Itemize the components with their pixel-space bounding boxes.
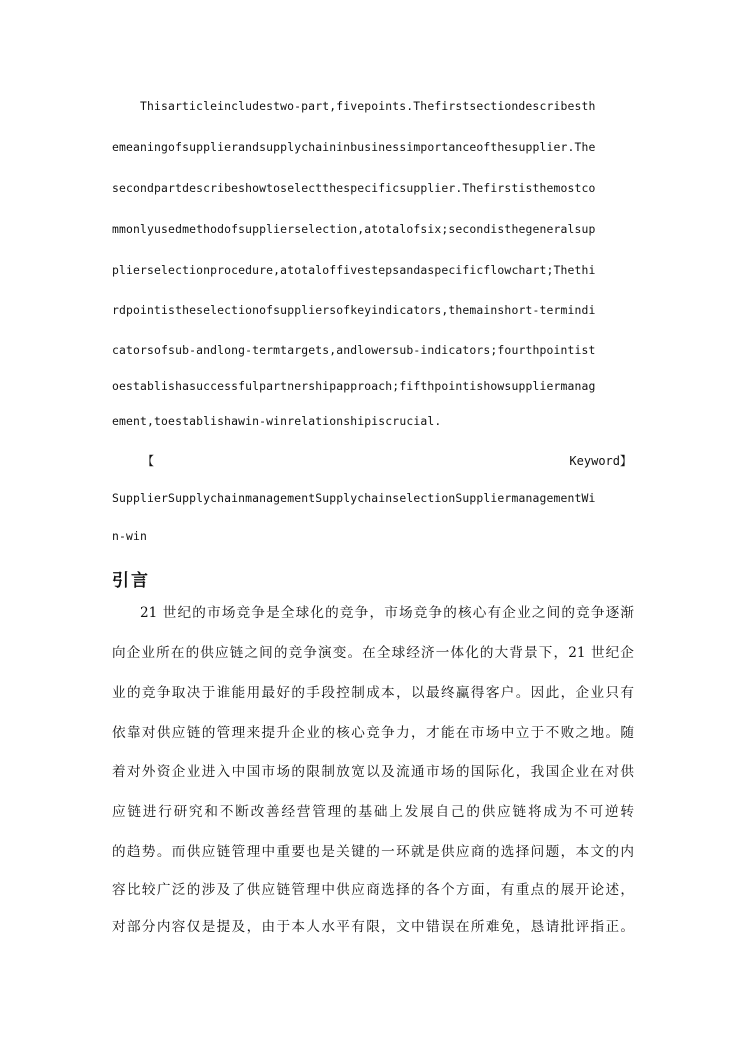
- keyword-label: Keyword】: [569, 454, 632, 468]
- intro-line-6: 应链进行研究和不断改善经营管理的基础上发展自己的供应链将成为不可逆转: [112, 804, 634, 820]
- intro-line-8: 容比较广泛的涉及了供应链管理中供应商选择的各个方面，有重点的展开论述，: [112, 882, 634, 898]
- intro-line-9: 对部分内容仅是提及，由于本人水平有限，文中错误在所难免，恳请批评指正。: [112, 919, 634, 935]
- intro-line-5: 着对外资企业进入中国市场的限制放宽以及流通市场的国际化，我国企业在对供: [112, 764, 634, 780]
- abstract-line-9: ement,toestablishawin-winrelationshipiscrucial.: [112, 414, 442, 428]
- abstract-line-5: plierselectionprocedure,atotaloffivestepsandaspecificflowchart;Thethi: [112, 263, 596, 277]
- intro-line-1: 21 世纪的市场竞争是全球化的竞争，市场竞争的核心有企业之间的竞争逐渐: [140, 605, 634, 621]
- intro-line-7: 的趋势。而供应链管理中重要也是关键的一环就是供应商的选择问题，本文的内: [112, 844, 634, 860]
- intro-line-3: 业的竞争取决于谁能用最好的手段控制成本，以最终赢得客户。因此，企业只有: [112, 685, 634, 701]
- abstract-line-4: mmonlyusedmethodofsupplierselection,atotalofsix;secondisthegeneralsup: [112, 222, 596, 236]
- intro-line-4: 依靠对供应链的管理来提升企业的核心竞争力，才能在市场中立于不败之地。随: [112, 725, 634, 741]
- abstract-line-1: Thisarticleincludestwo-part,fivepoints.Thefirstsectiondescribesth: [140, 99, 596, 113]
- keyword-line-1: SupplierSupplychainmanagementSupplychainselectionSuppliermanagementWi: [112, 491, 596, 505]
- intro-line-2: 向企业所在的供应链之间的竞争演变。在全球经济一体化的大背景下，21 世纪企: [112, 645, 634, 661]
- abstract-line-3: secondpartdescribeshowtoselectthespecificsupplier.Thefirstisthemostco: [112, 181, 596, 195]
- keyword-line-2: n-win: [112, 529, 148, 543]
- section-heading-intro: 引言: [112, 571, 150, 591]
- abstract-line-2: emeaningofsupplierandsupplychaininbusinessimportanceofthesupplier.The: [112, 140, 596, 154]
- abstract-line-6: rdpointistheselectionofsuppliersofkeyindicators,themainshort-termindi: [112, 303, 596, 317]
- keyword-open-bracket: 【: [142, 454, 155, 468]
- abstract-line-8: oestablishasuccessfulpartnershipapproach;fifthpointishowsuppliermanag: [112, 379, 596, 393]
- abstract-line-7: catorsofsub-andlong-termtargets,andlowersub-indicators;fourthpointist: [112, 343, 596, 357]
- keyword-row: [112, 452, 632, 468]
